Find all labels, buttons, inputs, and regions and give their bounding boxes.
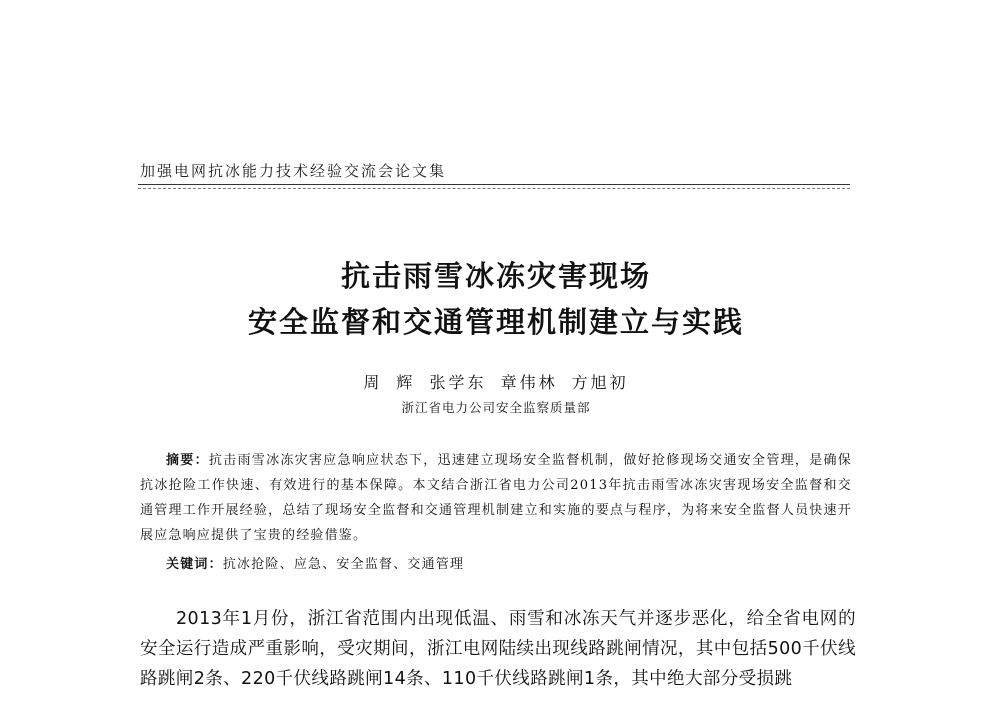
affiliation: 浙江省电力公司安全监察质量部	[401, 400, 591, 415]
keywords-text: 抗冰抢险、应急、安全监督、交通管理	[222, 557, 465, 572]
paper-title-line-2: 安全监督和交通管理机制建立与实践	[247, 305, 744, 339]
body-paragraph: 2013年1月份，浙江省范围内出现低温、雨雪和冰冻天气并逐步恶化，给全省电网的安全运行造成严重影响，受灾期间，浙江电网陆续出现线路跳闸情况，其中包括500千伏线路跳闸2条、220千伏线路跳闸14条、110千伏线路跳闸1条，其中绝大部分受损跳	[140, 609, 856, 689]
keywords-label: 关键词：	[166, 557, 223, 572]
header-rule	[138, 184, 850, 185]
abstract	[140, 448, 852, 548]
running-header: 加强电网抗冰能力技术经验交流会论文集	[140, 162, 447, 180]
keywords	[166, 552, 852, 577]
author-list: 周 辉 张学东 章伟林 方旭初	[363, 373, 629, 392]
abstract-label: 摘要：	[166, 453, 209, 468]
header-rule-secondary	[138, 188, 850, 189]
paper-title-line-1: 抗击雨雪冰冻灾害现场	[340, 259, 651, 293]
abstract-text: 抗击雨雪冰冻灾害应急响应状态下，迅速建立现场安全监督机制，做好抢修现场交通安全管理，是确保抗冰抢险工作快速、有效进行的基本保障。本文结合浙江省电力公司2013年抗击雨雪冰冻灾害现场安全监督和交通管理工作开展经验，总结了现场安全监督和交通管理机制建立和实施的要点与程序，为将来安全监督人员快速开展应急响应提供了宝贵的经验借鉴。	[140, 453, 852, 543]
